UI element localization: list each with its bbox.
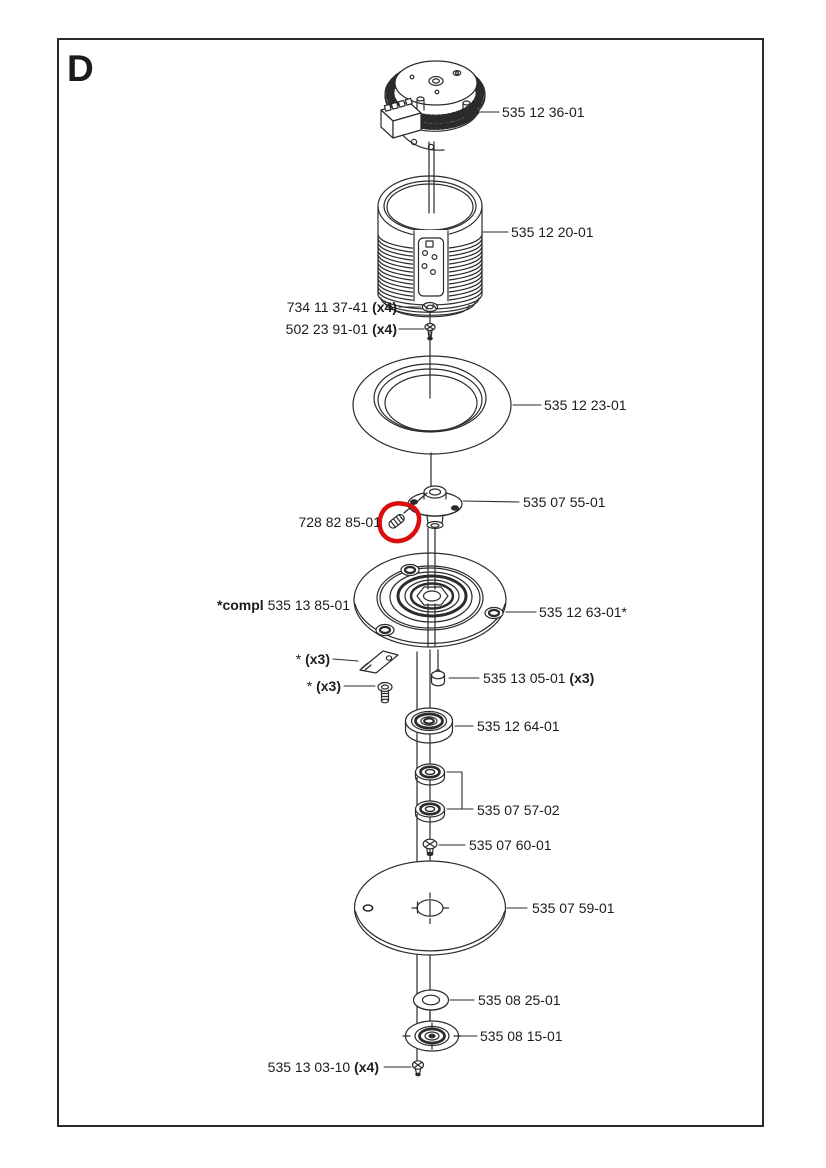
bottom-screw-drawing xyxy=(413,1061,424,1076)
center-screw-drawing xyxy=(423,839,437,855)
part-label-blade-screw: * (x3) xyxy=(306,678,341,694)
part-label-flat-washer: 535 08 25-01 xyxy=(478,992,561,1008)
panel-letter: D xyxy=(67,48,95,89)
part-label-disc-complete: *compl 535 13 85-01 xyxy=(217,597,351,613)
part-label-motor: 535 12 36-01 xyxy=(502,104,585,120)
part-label-top-washer: 734 11 37-41 (x4) xyxy=(286,299,397,315)
part-label-blade-disc: 535 07 59-01 xyxy=(532,900,615,916)
cutting-disc-drawing xyxy=(354,553,506,647)
bearing-drawing xyxy=(406,708,453,743)
part-label-bottom-screw: 535 13 03-10 (x4) xyxy=(267,1059,379,1075)
part-label-hub-washer: 535 08 15-01 xyxy=(480,1028,563,1044)
part-label-top-screw: 502 23 91-01 (x4) xyxy=(285,321,397,337)
part-label-blade: * (x3) xyxy=(295,651,330,667)
part-label-spring-pin: 728 82 85-01 xyxy=(298,514,381,530)
washer-pair-drawing xyxy=(416,764,474,822)
part-label-center-screw: 535 07 60-01 xyxy=(469,837,552,853)
flange-ring-drawing xyxy=(353,356,511,454)
motor-drawing xyxy=(381,61,485,150)
disc-screw-drawing xyxy=(432,650,445,686)
blade-screw-drawing xyxy=(378,683,392,703)
part-label-coil: 535 12 20-01 xyxy=(511,224,594,240)
coil-housing-drawing xyxy=(378,176,482,317)
top-washer-drawing xyxy=(423,303,438,312)
flat-washer-drawing xyxy=(414,990,449,1010)
blade-disc-drawing xyxy=(355,861,506,955)
part-label-hub: 535 07 55-01 xyxy=(523,494,606,510)
part-label-flange: 535 12 23-01 xyxy=(544,397,627,413)
blade-drawing xyxy=(360,651,398,673)
part-label-washer-pair: 535 07 57-02 xyxy=(477,802,560,818)
part-label-cutting-disc: 535 12 63-01* xyxy=(539,604,627,620)
hub-washer-drawing xyxy=(403,1012,461,1051)
part-label-disc-screw: 535 13 05-01 (x3) xyxy=(483,670,595,686)
part-label-bearing: 535 12 64-01 xyxy=(477,718,560,734)
